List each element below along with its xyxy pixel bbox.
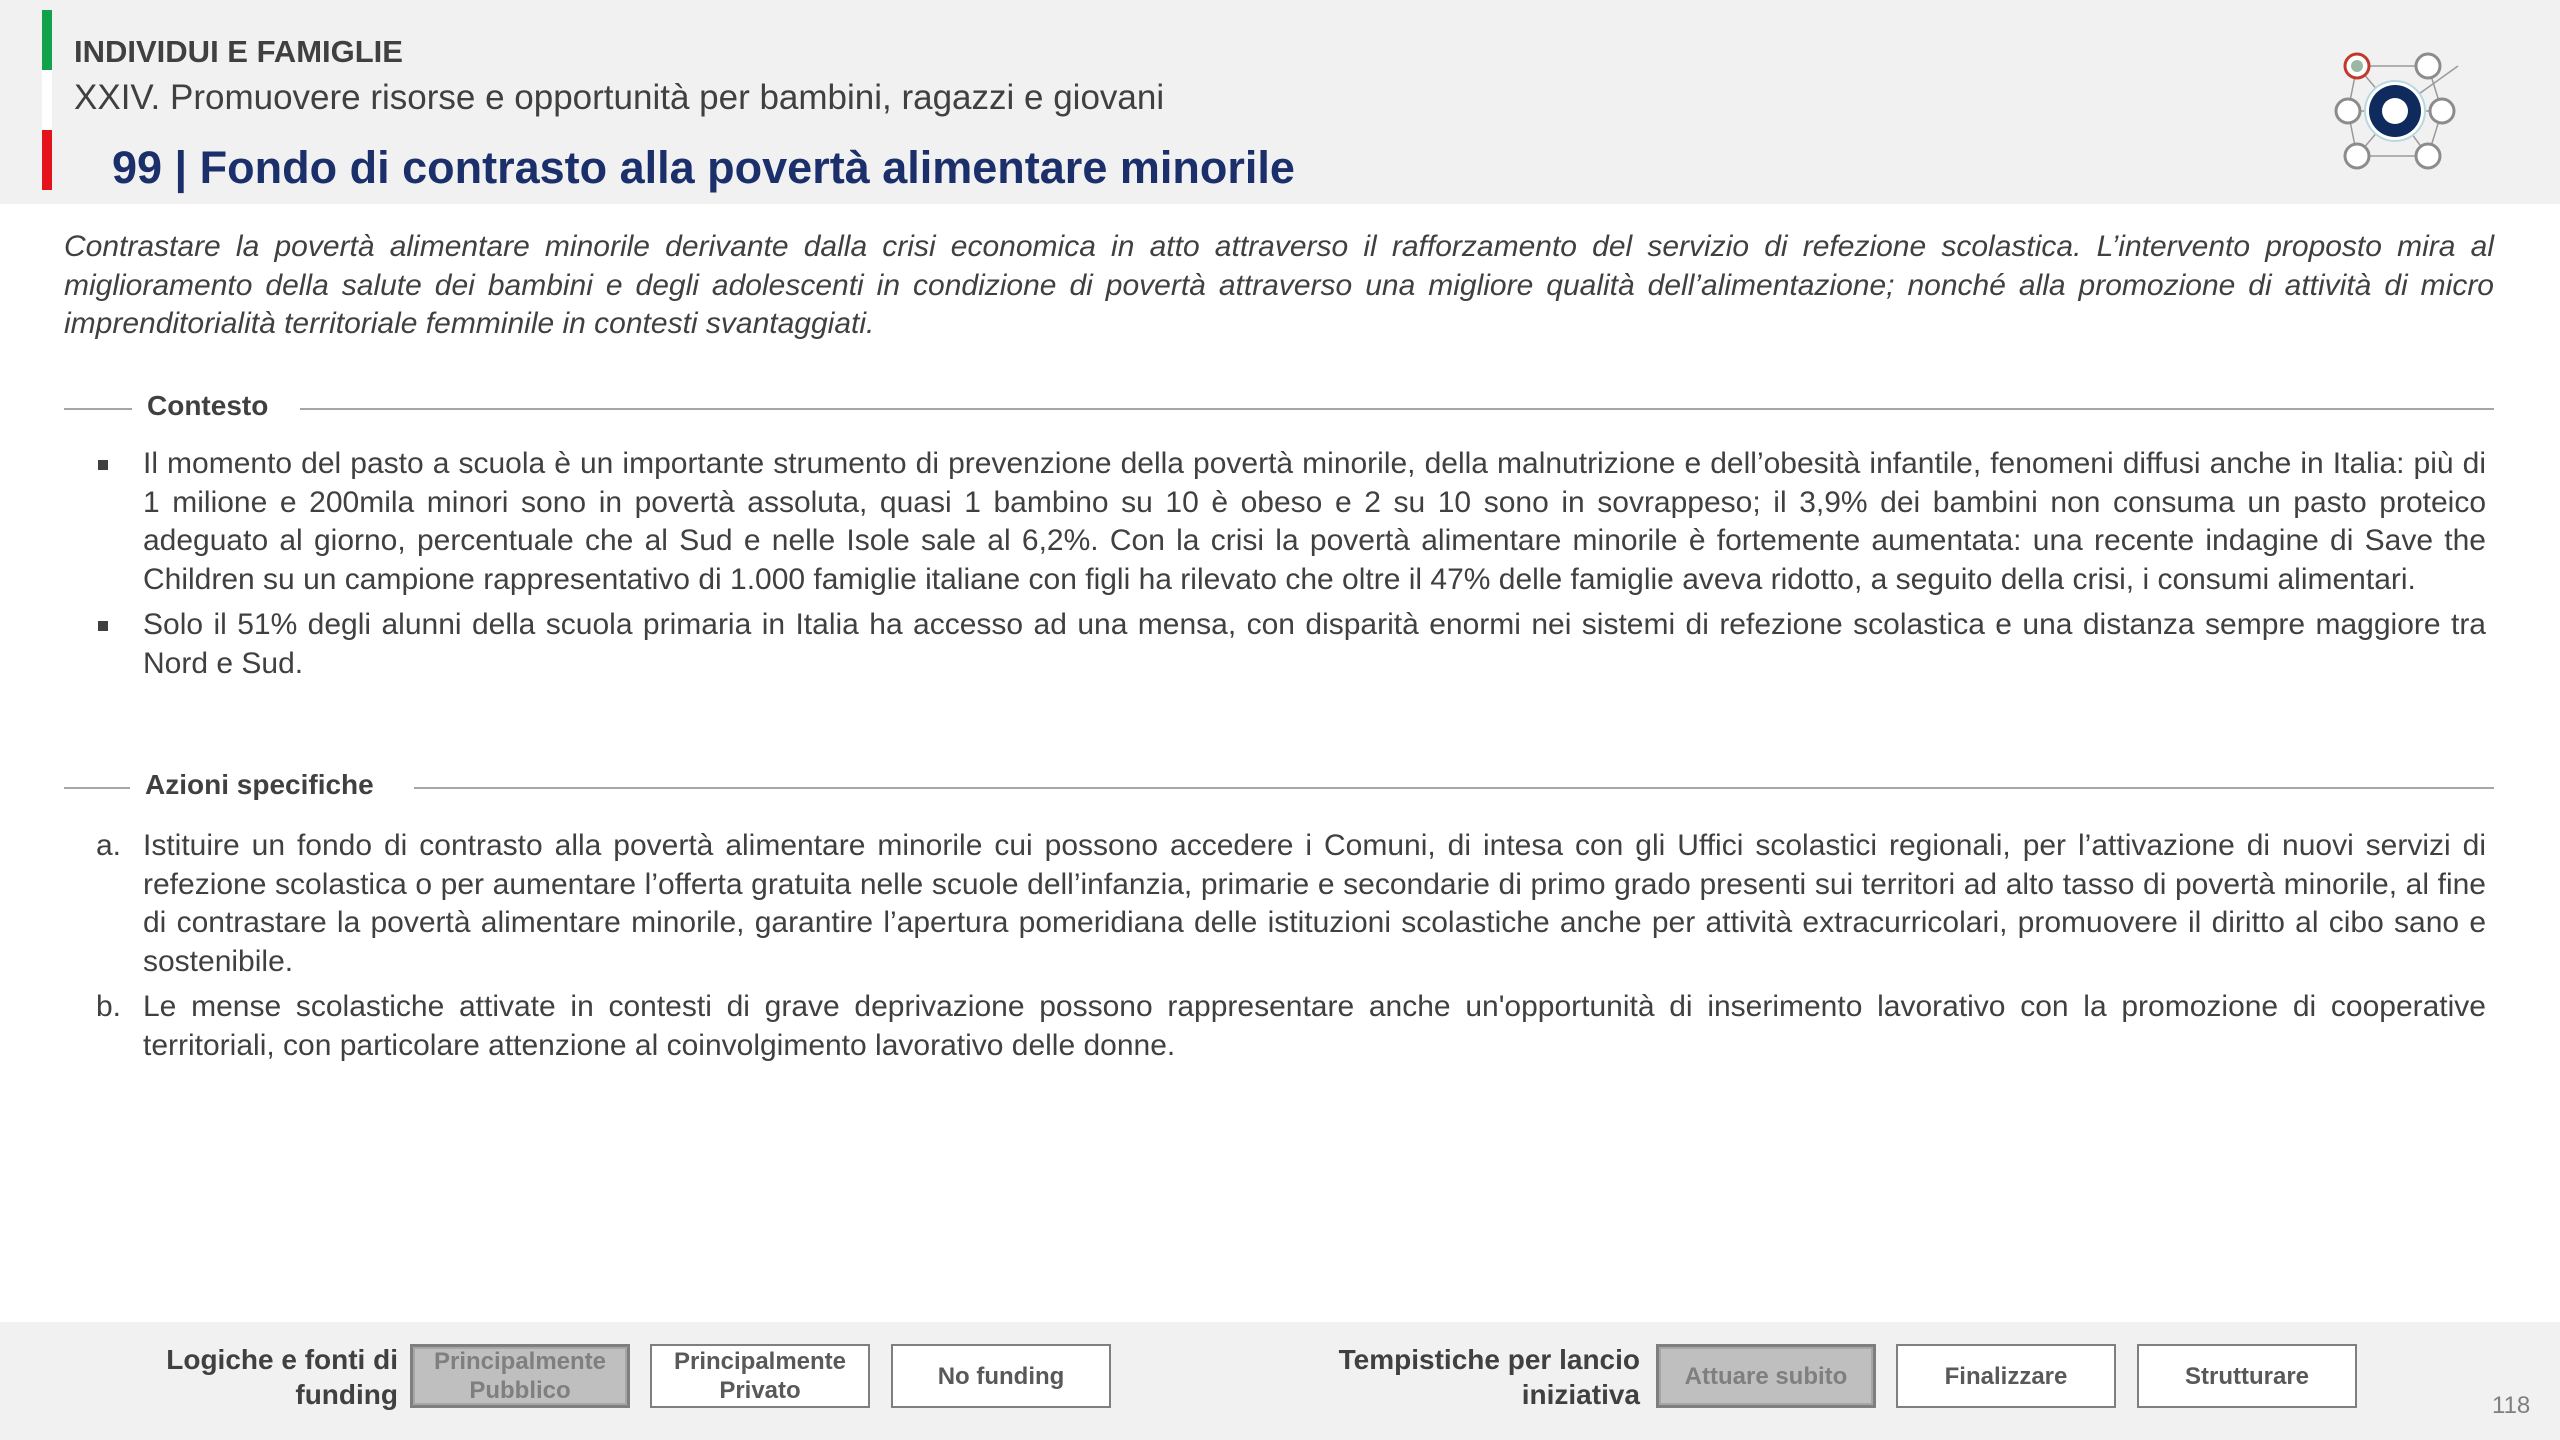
page-number: 118 (2492, 1392, 2531, 1419)
timing-option-finalizzare[interactable] (1896, 1344, 2116, 1408)
option-label: Pubblico (469, 1377, 571, 1404)
list-marker: a. (96, 829, 122, 862)
list-item-text: Solo il 51% degli alunni della scuola primaria in Italia ha accesso ad una mensa, con disparità enormi nei sistemi di refezione scolastica e una distanza sempre maggiore tra Nord e Sud. (143, 608, 2486, 680)
network-logo-icon (2330, 46, 2460, 176)
azioni-heading: Azioni specifiche (145, 769, 374, 800)
azioni-section-header (64, 767, 2494, 807)
option-label: Principalmente (433, 1348, 607, 1375)
page-title: 99 | Fondo di contrasto alla povertà alimentare minorile (112, 142, 1295, 193)
list-item (88, 606, 2486, 683)
azioni-list (88, 827, 2486, 1072)
intro-objective: Contrastare la povertà alimentare minorile derivante dalla crisi economica in atto attraverso il rafforzamento del servizio di refezione scolastica. L’intervento proposto mira al miglioramento della salute dei bambini e degli adolescenti in condizione di povertà attraverso una migliore qualità dell’alimentazione; nonché alla promozione di attività di micro imprenditorialità territoriale femminile in contesti svantaggiati. (64, 230, 2494, 340)
list-item (88, 988, 2486, 1065)
funding-label (130, 1342, 398, 1412)
option-label: Attuare subito (1684, 1362, 1848, 1390)
divider-line (64, 408, 132, 410)
list-item-text: Le mense scolastiche attivate in contesti di grave deprivazione possono rappresentare anche un'opportunità di inserimento lavorativo con la promozione di cooperative territoriali, con particolare attenzione al coinvolgimento lavorativo delle donne. (143, 990, 2486, 1062)
divider-line (300, 408, 2494, 410)
contesto-heading: Contesto (147, 390, 269, 421)
flag-red-stripe (42, 130, 52, 190)
contesto-section-header (64, 388, 2494, 428)
timing-label-line-2: iniziativa (1521, 1379, 1640, 1410)
option-label: Finalizzare (1944, 1362, 2068, 1390)
category-label: INDIVIDUI E FAMIGLIE (74, 34, 403, 69)
flag-green-stripe (42, 10, 52, 70)
flag-white-stripe (42, 70, 52, 130)
header-band (0, 0, 2560, 204)
list-marker: b. (96, 990, 122, 1023)
option-label: Principalmente (673, 1348, 847, 1375)
funding-label-line-1: Logiche e fonti di (166, 1344, 398, 1375)
divider-line (414, 787, 2494, 789)
timing-label-line-1: Tempistiche per lancio (1338, 1344, 1640, 1375)
timing-option-attuare-subito[interactable] (1656, 1344, 1876, 1408)
funding-option-pubblico[interactable] (410, 1344, 630, 1408)
timing-label (1290, 1342, 1640, 1412)
funding-option-privato[interactable] (650, 1344, 870, 1408)
list-item-text: Il momento del pasto a scuola è un importante strumento di prevenzione della povertà minorile, della malnutrizione e dell’obesità infantile, fenomeni diffusi anche in Italia: più di 1 milione e 200mila minori sono in povertà assoluta, quasi 1 bambino su 10 è obeso e 2 su 10 sono in sovrappeso; il 3,9% dei bambini non consuma un pasto proteico adeguato al giorno, percentuale che al Sud e nelle Isole sale al 6,2%. Con la crisi la povertà alimentare minorile è fortemente aumentata: una recente indagine di Save the Children su un campione rappresentativo di 1.000 famiglie italiane con figli ha rilevato che oltre il 47% delle famiglie aveva ridotto, a seguito della crisi, i consumi alimentari. (143, 447, 2486, 596)
timing-option-strutturare[interactable] (2137, 1344, 2357, 1408)
option-label: Strutturare (2184, 1362, 2310, 1390)
funding-option-no-funding[interactable] (891, 1344, 1111, 1408)
section-subtitle: XXIV. Promuovere risorse e opportunità per bambini, ragazzi e giovani (74, 78, 1165, 117)
square-bullet-icon (98, 460, 108, 470)
square-bullet-icon (98, 621, 108, 631)
list-item (88, 827, 2486, 981)
list-item-text: Istituire un fondo di contrasto alla povertà alimentare minorile cui possono accedere i Comuni, di intesa con gli Uffici scolastici regionali, per l’attivazione di nuovi servizi di refezione scolastica o per aumentare l’offerta gratuita nelle scuole dell’infanzia, primarie e secondarie di primo grado presenti sui territori ad alto tasso di povertà minorile, al fine di contrastare la povertà alimentare minorile, garantire l’apertura pomeridiana delle istituzioni scolastiche anche per attività extracurricolari, promuovere il diritto al cibo sano e sostenibile. (143, 829, 2486, 978)
contesto-list (88, 445, 2486, 690)
option-label: Privato (719, 1377, 801, 1404)
divider-line (64, 787, 130, 789)
list-item (88, 445, 2486, 599)
funding-label-line-2: funding (295, 1379, 398, 1410)
option-label: No funding (937, 1362, 1065, 1390)
